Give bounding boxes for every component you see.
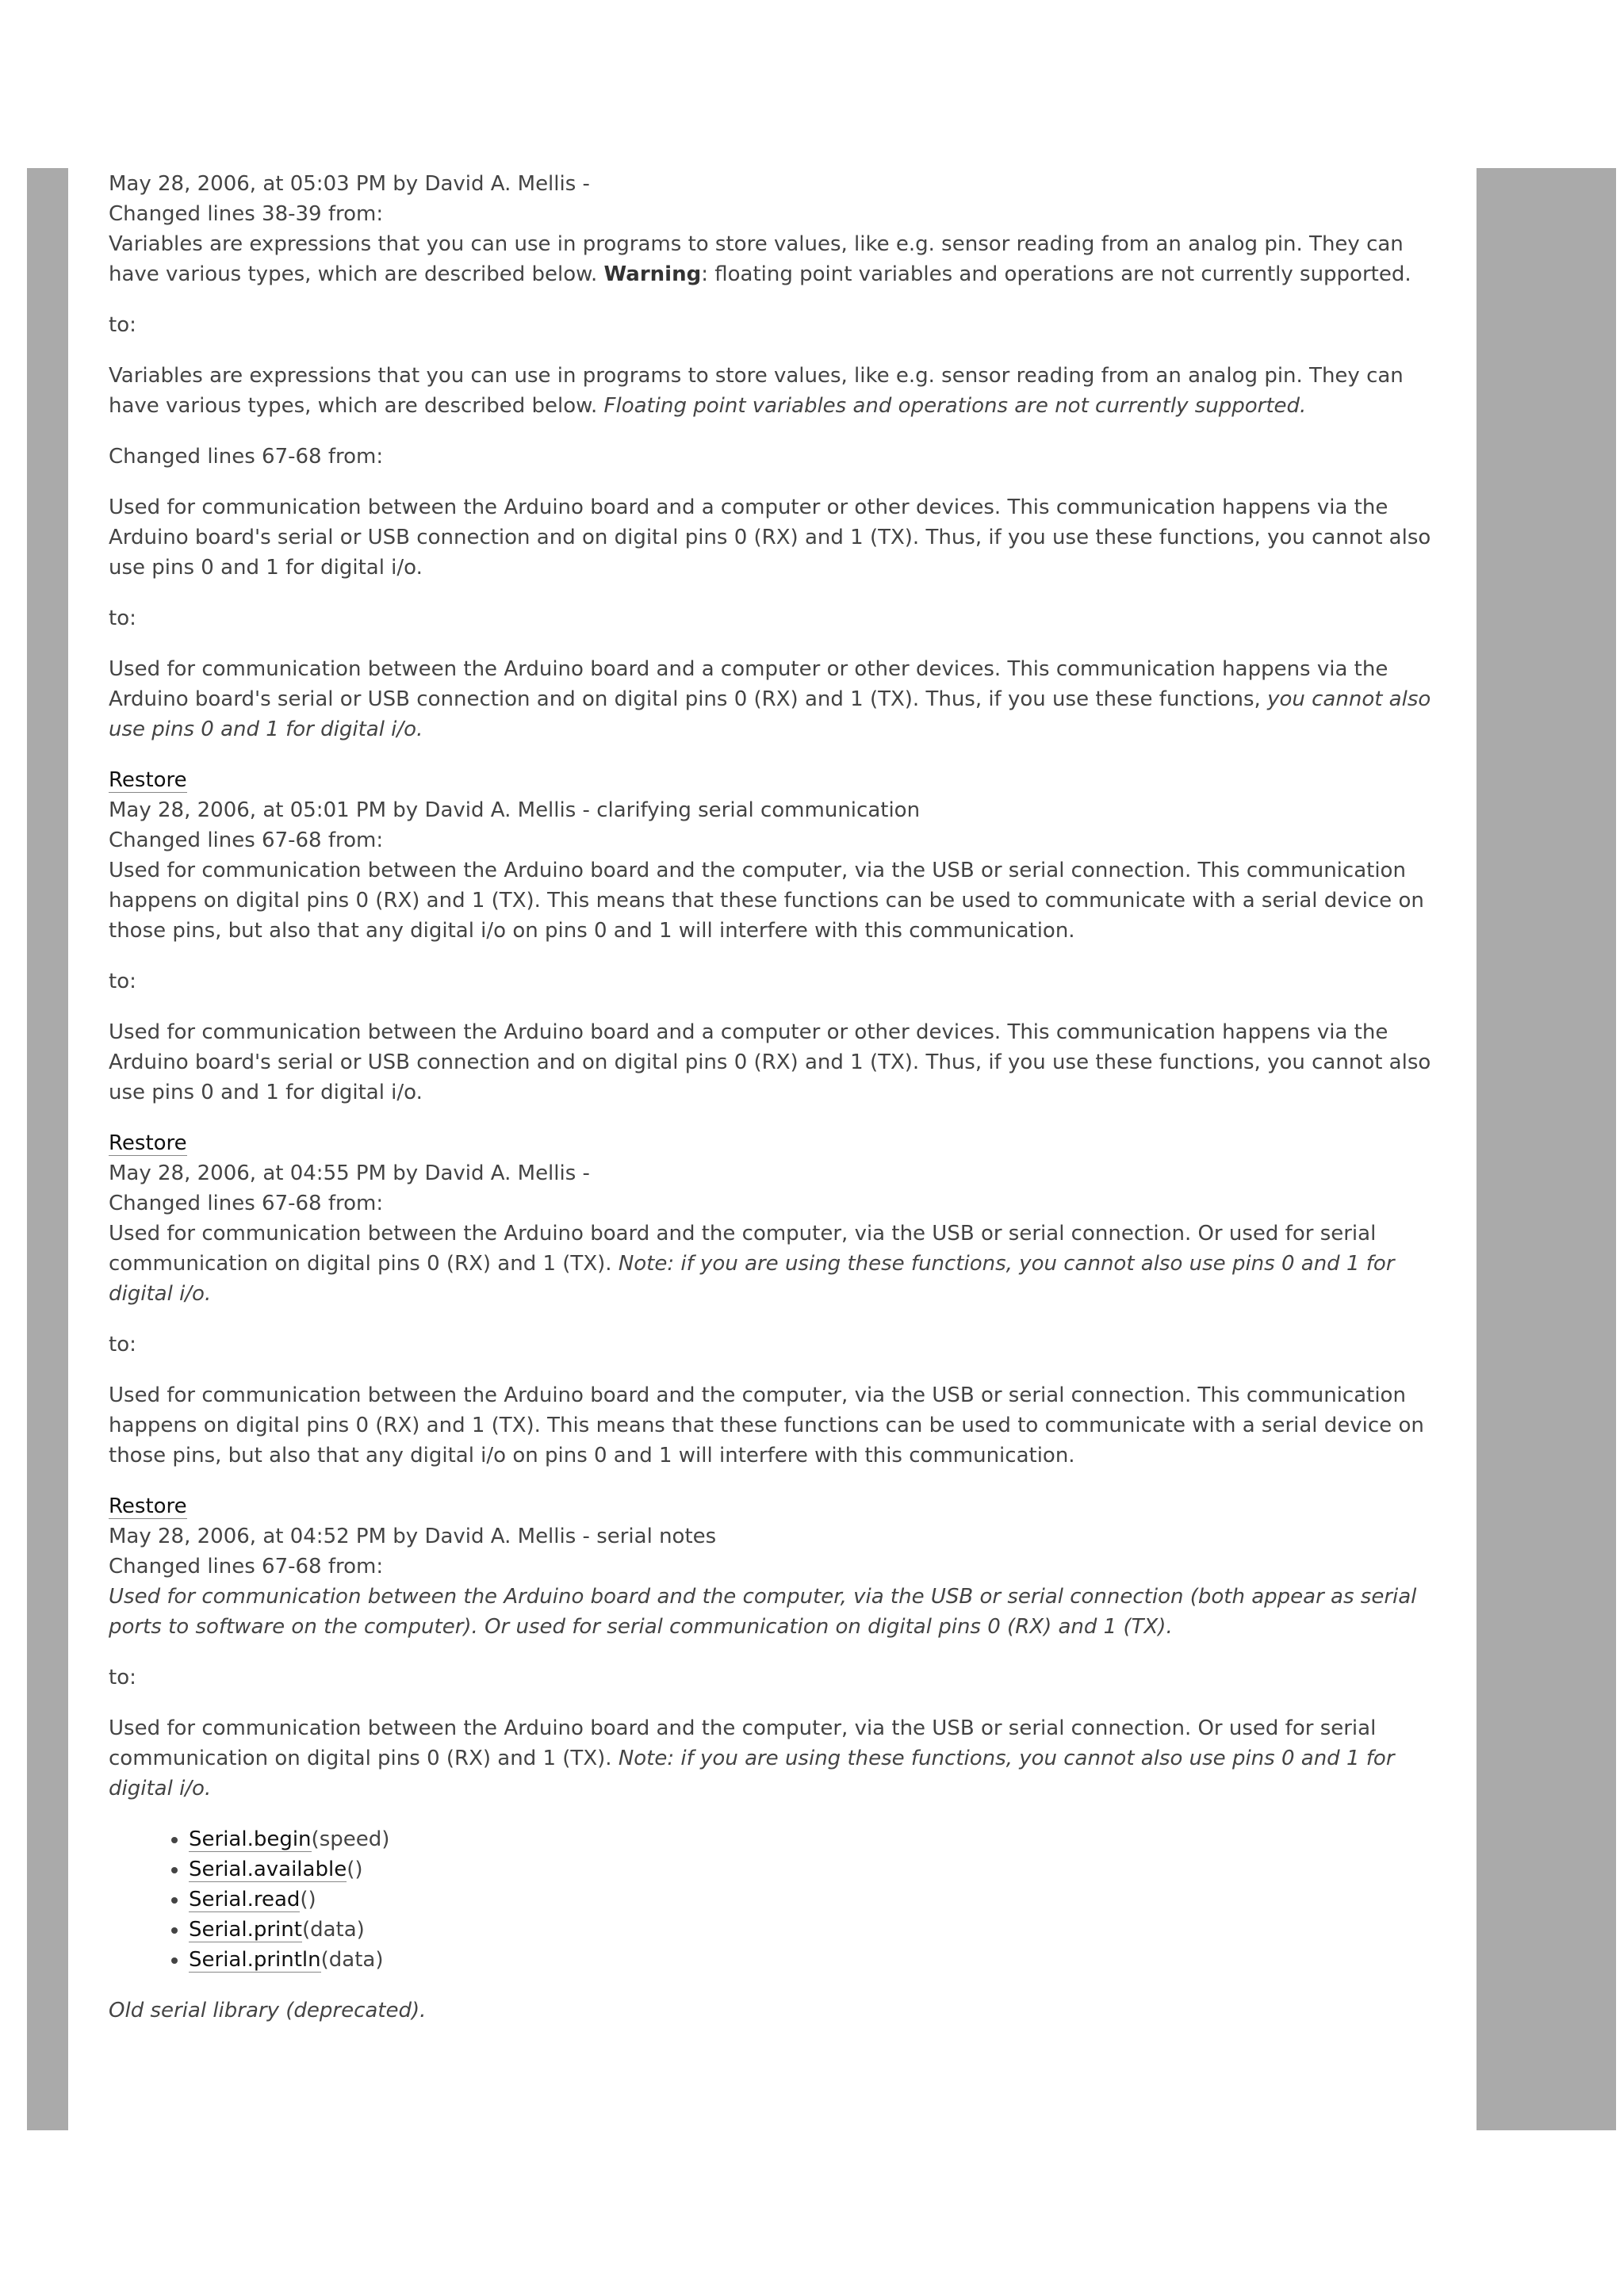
restore-link[interactable]: Restore: [109, 1494, 187, 1518]
diff-to-text: Used for communication between the Arduino board and the computer, via the USB or serial connection. This communication happens on digital pins 0 (RX) and 1 (TX). This means that these functions can be used to communicate with a serial device on those pins, but also that any digital i/o on pins 0 and 1 will interfere with this communication.: [109, 1383, 1424, 1468]
revision-entry: [109, 1128, 1433, 1471]
restore-link[interactable]: Restore: [109, 1131, 187, 1155]
revision-entry: [109, 169, 1433, 744]
change-header: Changed lines 67-68 from:: [109, 1192, 384, 1215]
list-item: • Serial.read(): [189, 1885, 1433, 1915]
deprecated-note: Old serial library (deprecated).: [109, 1999, 427, 2022]
diff-to-label: to:: [109, 970, 136, 993]
diff-from-text: Used for communication between the Arduino board and the computer, via the USB or serial connection (both appear as serial ports to software on the computer). Or used for serial communication on digital pins 0 (RX) and 1 (TX).: [109, 1585, 1417, 1639]
change-header: Changed lines 67-68 from:: [109, 445, 384, 469]
diff-from-text: Used for communication between the Arduino board and the computer, via the USB or serial connection. Or used for serial communication on digital pins 0 (RX) and 1 (TX). Note: if you are using these functions, you cannot also use pins 0 and 1 for digital i/o.: [109, 1222, 1395, 1306]
serial-println-link[interactable]: Serial.println: [189, 1948, 321, 1972]
change-header: Changed lines 67-68 from:: [109, 1555, 384, 1578]
diff-to-label: to:: [109, 607, 136, 630]
diff-to-label: to:: [109, 1666, 136, 1689]
restore-link[interactable]: Restore: [109, 768, 187, 792]
revision-meta: May 28, 2006, at 05:03 PM by David A. Mellis -: [109, 172, 590, 196]
serial-begin-link[interactable]: Serial.begin: [189, 1827, 312, 1851]
left-gray-bar: [27, 168, 68, 2130]
revision-history: [109, 169, 1433, 2046]
list-item: • Serial.print(data): [189, 1915, 1433, 1945]
serial-read-link[interactable]: Serial.read: [189, 1888, 301, 1911]
warning-label: Warning: [603, 262, 702, 286]
diff-to-text: Used for communication between the Arduino board and a computer or other devices. This communication happens via the Arduino board's serial or USB connection and on digital pins 0 (RX) and 1 (TX). Thus, if you use these functions, you cannot also use pins 0 and 1 for digital i/o.: [109, 657, 1431, 741]
list-item: • Serial.begin(speed): [189, 1824, 1433, 1854]
diff-to-text: Variables are expressions that you can use in programs to store values, like e.g. sensor reading from an analog pin. They can have various types, which are described below. Floating point variables and operations are not currently supported.: [109, 364, 1404, 418]
diff-to-label: to:: [109, 1333, 136, 1357]
revision-meta: May 28, 2006, at 05:01 PM by David A. Mellis - clarifying serial communication: [109, 798, 921, 822]
list-item: • Serial.available(): [189, 1854, 1433, 1885]
diff-to-text: Used for communication between the Arduino board and a computer or other devices. This communication happens via the Arduino board's serial or USB connection and on digital pins 0 (RX) and 1 (TX). Thus, if you use these functions, you cannot also use pins 0 and 1 for digital i/o.: [109, 1020, 1431, 1104]
serial-function-list: [109, 1824, 1433, 1975]
serial-print-link[interactable]: Serial.print: [189, 1918, 302, 1942]
revision-entry: [109, 765, 1433, 1108]
diff-to-text: Used for communication between the Arduino board and the computer, via the USB or serial connection. Or used for serial communication on digital pins 0 (RX) and 1 (TX). Note: if you are using these functions, you cannot also use pins 0 and 1 for digital i/o.: [109, 1716, 1395, 1800]
revision-entry: [109, 1491, 1433, 2026]
diff-to-label: to:: [109, 313, 136, 337]
revision-meta: May 28, 2006, at 04:52 PM by David A. Mellis - serial notes: [109, 1525, 717, 1548]
change-header: Changed lines 38-39 from:: [109, 202, 384, 226]
right-gray-bar: [1477, 168, 1616, 2130]
list-item: • Serial.println(data): [189, 1945, 1433, 1975]
diff-from-text: Used for communication between the Arduino board and the computer, via the USB or serial connection. This communication happens on digital pins 0 (RX) and 1 (TX). This means that these functions can be used to communicate with a serial device on those pins, but also that any digital i/o on pins 0 and 1 will interfere with this communication.: [109, 859, 1424, 943]
change-header: Changed lines 67-68 from:: [109, 828, 384, 852]
serial-available-link[interactable]: Serial.available: [189, 1858, 347, 1881]
diff-from-text: Used for communication between the Arduino board and a computer or other devices. This communication happens via the Arduino board's serial or USB connection and on digital pins 0 (RX) and 1 (TX). Thus, if you use these functions, you cannot also use pins 0 and 1 for digital i/o.: [109, 496, 1431, 580]
revision-meta: May 28, 2006, at 04:55 PM by David A. Mellis -: [109, 1161, 590, 1185]
diff-from-text: Variables are expressions that you can use in programs to store values, like e.g. sensor reading from an analog pin. They can have various types, which are described below. Warning: floating point variables and operations are not currently supported.: [109, 232, 1411, 286]
